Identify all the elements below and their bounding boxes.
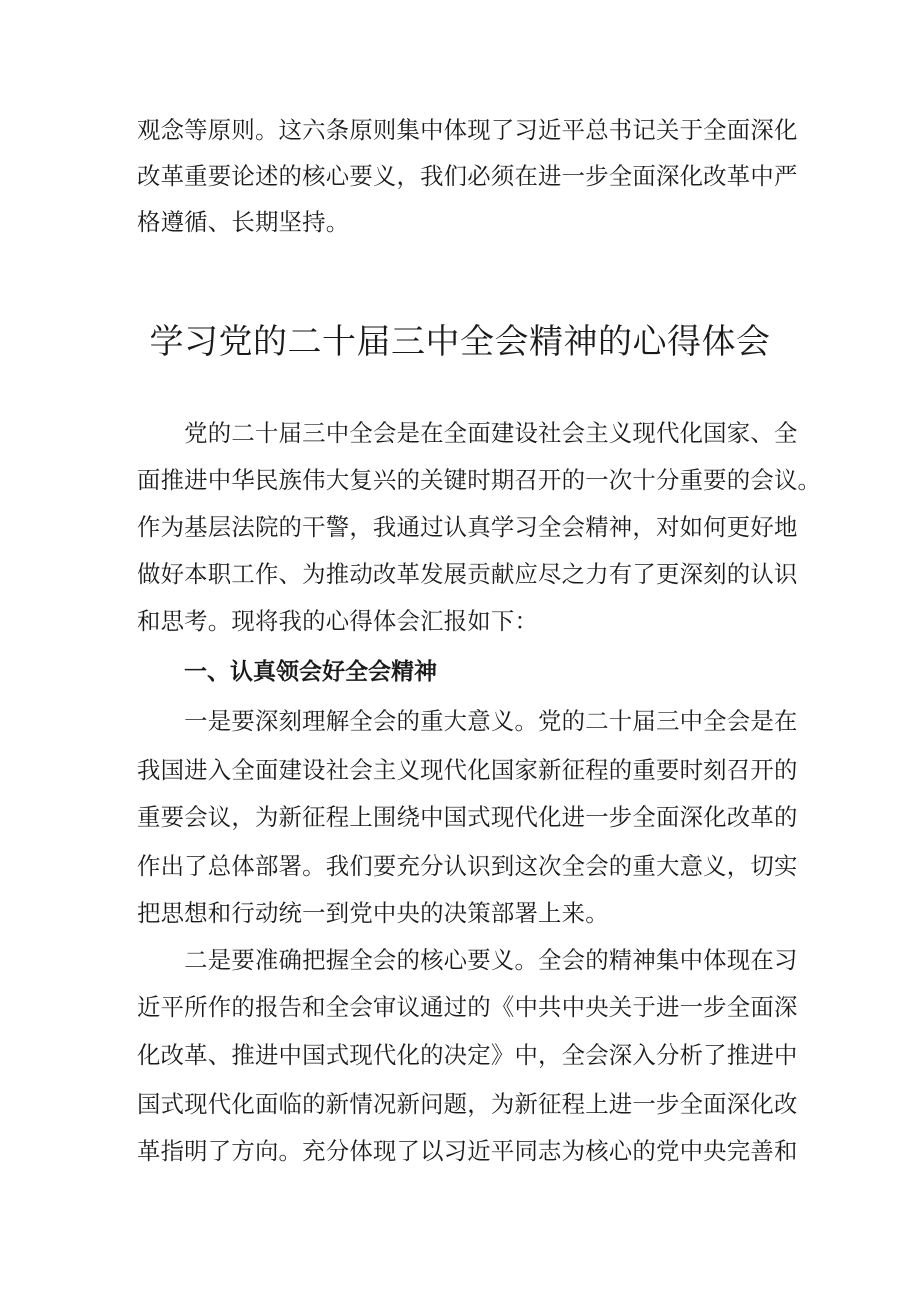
paragraph-line: 和思考。现将我的心得体会汇报如下： (137, 607, 539, 635)
intro-line: 改革重要论述的核心要义，我们必须在进一步全面深化改革中严 (137, 162, 798, 190)
paragraph-line: 做好本职工作、为推动改革发展贡献应尽之力有了更深刻的认识 (137, 560, 798, 588)
paragraph-line: 化改革、推进中国式现代化的决定》中，全会深入分析了推进中 (137, 1041, 798, 1069)
paragraph-line: 近平所作的报告和全会审议通过的《中共中央关于进一步全面深 (137, 993, 798, 1021)
paragraph-line: 国式现代化面临的新情况新问题，为新征程上进一步全面深化改 (137, 1090, 798, 1118)
paragraph-line: 重要会议，为新征程上围绕中国式现代化进一步全面深化改革的 (137, 803, 798, 831)
paragraph-line: 作出了总体部署。我们要充分认识到这次全会的重大意义，切实 (137, 852, 798, 880)
paragraph-line: 革指明了方向。充分体现了以习近平同志为核心的党中央完善和 (137, 1137, 798, 1165)
paragraph-line: 二是要准确把握全会的核心要义。全会的精神集中体现在习 (137, 946, 798, 974)
intro-line: 观念等原则。这六条原则集中体现了习近平总书记关于全面深化 (137, 116, 798, 144)
section-heading: 一、认真领会好全会精神 (184, 659, 437, 685)
document-title: 学习党的二十届三中全会精神的心得体会 (149, 322, 771, 362)
paragraph-line: 面推进中华民族伟大复兴的关键时期召开的一次十分重要的会议。 (137, 466, 822, 494)
paragraph-line: 把思想和行动统一到党中央的决策部署上来。 (137, 899, 609, 927)
paragraph-line: 党的二十届三中全会是在全面建设社会主义现代化国家、全 (137, 419, 798, 447)
intro-line: 格遵循、长期坚持。 (137, 208, 350, 236)
paragraph-line: 一是要深刻理解全会的重大意义。党的二十届三中全会是在 (137, 707, 798, 735)
paragraph-line: 作为基层法院的干警，我通过认真学习全会精神，对如何更好地 (137, 513, 798, 541)
paragraph-line: 我国进入全面建设社会主义现代化国家新征程的重要时刻召开的 (137, 756, 798, 784)
